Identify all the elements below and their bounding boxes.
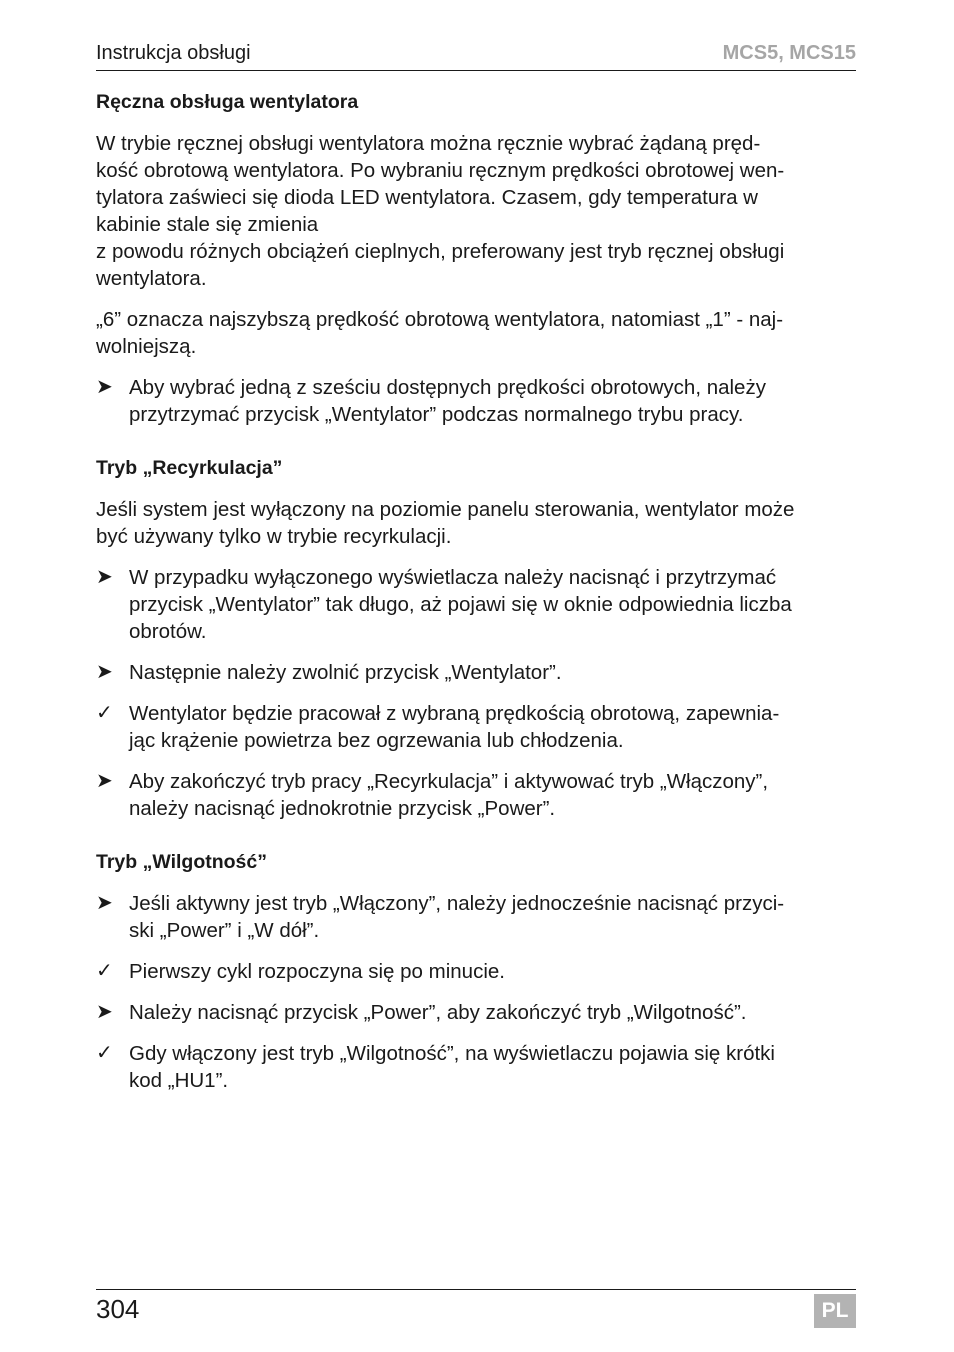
list-item-action	[96, 659, 858, 686]
text-line: kabinie stale się zmienia	[96, 213, 319, 236]
arrow-bullet-icon: ➤	[96, 892, 113, 914]
text-line: ski „Power” i „W dół”.	[129, 919, 320, 942]
section-heading-humidity: Tryb „Wilgotność”	[96, 851, 267, 873]
text-line: należy nacisnąć jednokrotnie przycisk „Power”.	[129, 797, 556, 820]
text-line: kod „HU1”.	[129, 1069, 229, 1092]
section-heading-manual-fan: Ręczna obsługa wentylatora	[96, 91, 359, 113]
arrow-bullet-icon: ➤	[96, 1001, 113, 1023]
header-manual-title: Instrukcja obsługi	[96, 42, 251, 64]
text-line: Wentylator będzie pracował z wybraną prędkością obrotową, zapewnia-	[129, 702, 780, 725]
text-line: wolniejszą.	[96, 335, 197, 358]
text-line: Należy nacisnąć przycisk „Power”, aby zakończyć tryb „Wilgotność”.	[129, 1001, 747, 1024]
page-footer	[96, 1289, 856, 1324]
arrow-bullet-icon: ➤	[96, 661, 113, 683]
list-item-action	[96, 768, 858, 822]
list-item-action	[96, 999, 858, 1026]
text-line: wentylatora.	[96, 267, 207, 290]
text-line: przytrzymać przycisk „Wentylator” podczas normalnego trybu pracy.	[129, 403, 744, 426]
section-heading-recirculation: Tryb „Recyrkulacja”	[96, 457, 283, 479]
page-header	[96, 40, 856, 71]
text-line: Pierwszy cykl rozpoczyna się po minucie.	[129, 960, 505, 983]
list-item-result	[96, 958, 858, 985]
header-model-names: MCS5, MCS15	[722, 42, 856, 64]
text-line: W trybie ręcznej obsługi wentylatora można ręcznie wybrać żądaną pręd-	[96, 132, 761, 155]
paragraph-speed-range	[96, 306, 858, 360]
text-line: Gdy włączony jest tryb „Wilgotność”, na wyświetlaczu pojawia się krótki	[129, 1042, 775, 1065]
arrow-bullet-icon: ➤	[96, 376, 113, 398]
paragraph-manual-intro	[96, 130, 858, 292]
text-line: Jeśli system jest wyłączony na poziomie panelu sterowania, wentylator może	[96, 498, 795, 521]
text-line: W przypadku wyłączonego wyświetlacza należy nacisnąć i przytrzymać	[129, 566, 777, 589]
list-item-action	[96, 890, 858, 944]
text-line: tylatora zaświeci się dioda LED wentylatora. Czasem, gdy temperatura w	[96, 186, 758, 209]
language-badge: PL	[814, 1294, 856, 1328]
text-line: z powodu różnych obciążeń cieplnych, preferowany jest tryb ręcznej obsługi	[96, 240, 785, 263]
text-line: Aby wybrać jedną z sześciu dostępnych prędkości obrotowych, należy	[129, 376, 766, 399]
text-line: „6” oznacza najszybszą prędkość obrotową wentylatora, natomiast „1” - naj-	[96, 308, 784, 331]
text-line: Jeśli aktywny jest tryb „Włączony”, należy jednocześnie nacisnąć przyci-	[129, 892, 785, 915]
list-item-result	[96, 700, 858, 754]
arrow-bullet-icon: ➤	[96, 770, 113, 792]
page-number: 304	[96, 1294, 140, 1324]
checkmark-icon: ✓	[96, 702, 113, 724]
section-spacer	[96, 442, 858, 455]
text-line: jąc krążenie powietrza bez ogrzewania lub chłodzenia.	[129, 729, 624, 752]
list-item-action	[96, 374, 858, 428]
paragraph-recirculation-intro	[96, 496, 858, 550]
text-line: przycisk „Wentylator” tak długo, aż pojawi się w oknie odpowiednia liczba	[129, 593, 792, 616]
arrow-bullet-icon: ➤	[96, 566, 113, 588]
text-line: Następnie należy zwolnić przycisk „Wentylator”.	[129, 661, 562, 684]
text-line: kość obrotową wentylatora. Po wybraniu ręcznym prędkości obrotowej wen-	[96, 159, 785, 182]
text-line: Aby zakończyć tryb pracy „Recyrkulacja” i aktywować tryb „Włączony”,	[129, 770, 769, 793]
list-item-action	[96, 564, 858, 645]
checkmark-icon: ✓	[96, 1042, 113, 1064]
list-item-result	[96, 1040, 858, 1094]
checkmark-icon: ✓	[96, 960, 113, 982]
text-line: obrotów.	[129, 620, 207, 643]
page-content	[96, 89, 858, 1108]
text-line: być używany tylko w trybie recyrkulacji.	[96, 525, 452, 548]
section-spacer	[96, 836, 858, 849]
